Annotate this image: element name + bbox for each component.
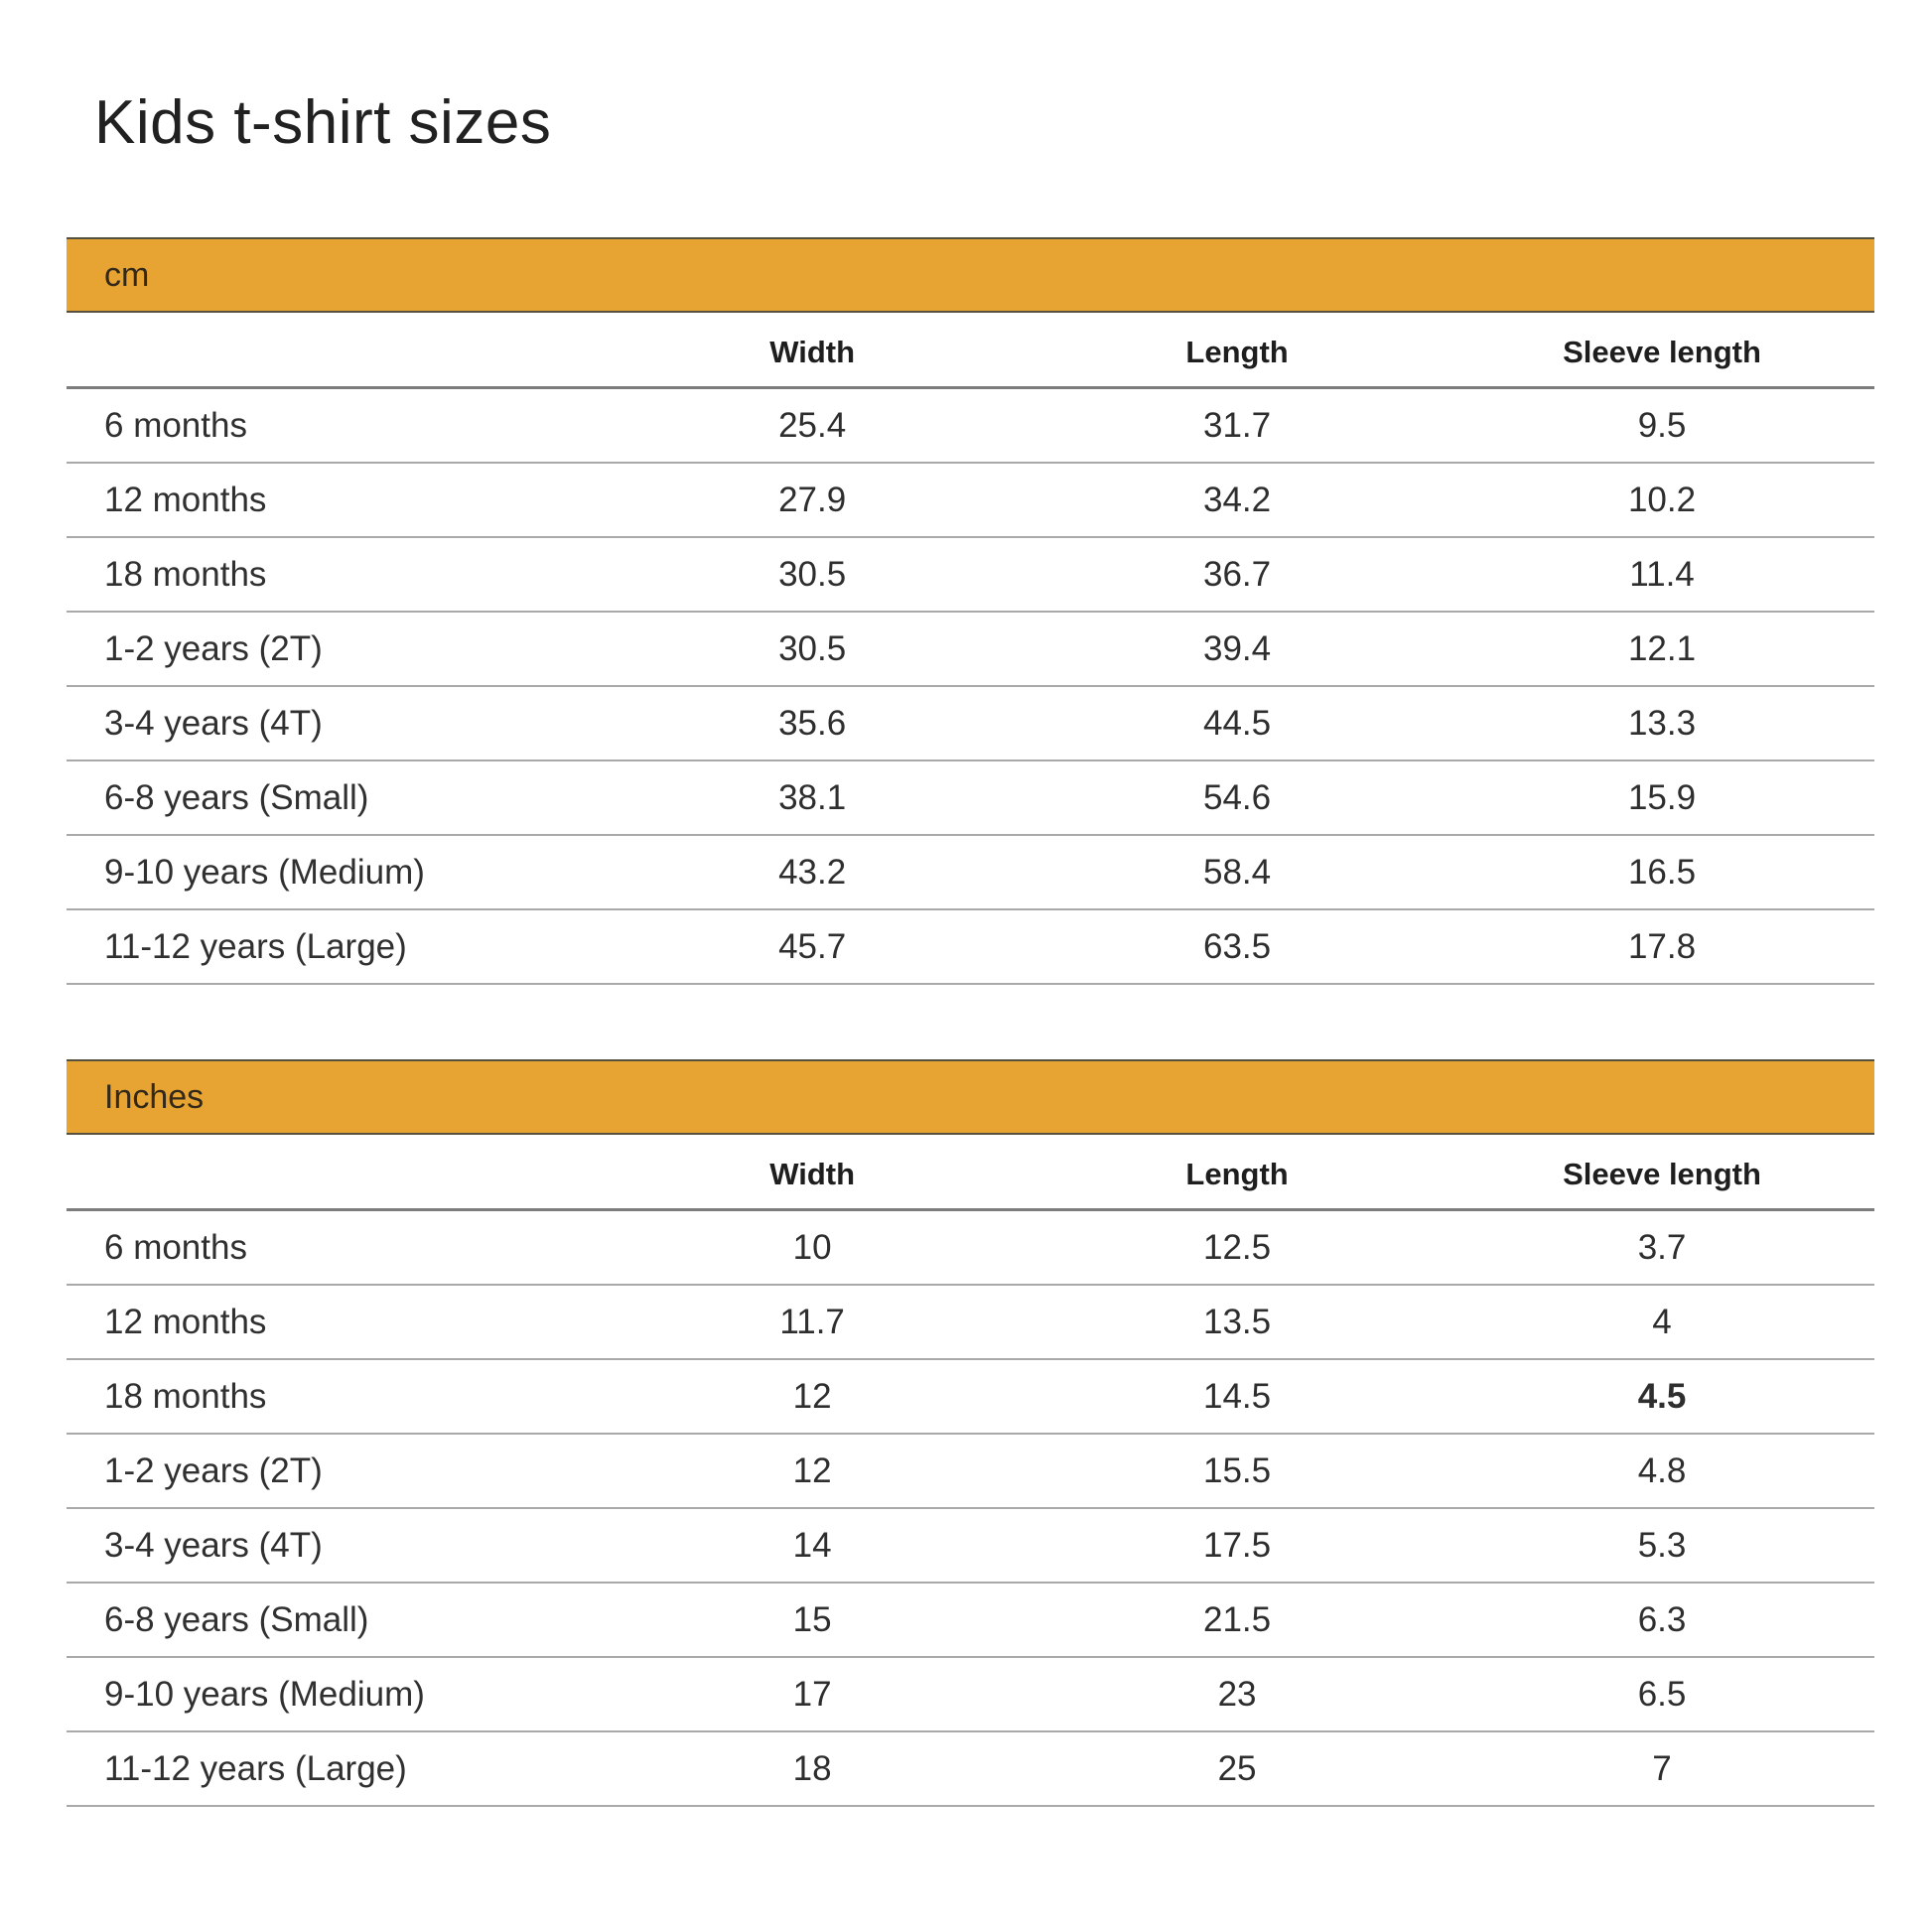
cm-table bbox=[67, 313, 1874, 985]
inches-column-header-sleeve-length: Sleeve length bbox=[1449, 1135, 1874, 1210]
row-label: 18 months bbox=[67, 1359, 600, 1434]
row-label: 6-8 years (Small) bbox=[67, 760, 600, 835]
cell-value: 17.5 bbox=[1025, 1508, 1449, 1583]
cell-value: 18 bbox=[600, 1731, 1025, 1806]
cm-table-banner-label: cm bbox=[104, 255, 150, 294]
cell-value: 13.5 bbox=[1025, 1285, 1449, 1359]
table-row bbox=[67, 537, 1874, 612]
cell-value: 45.7 bbox=[600, 909, 1025, 984]
inches-column-header-length: Length bbox=[1025, 1135, 1449, 1210]
cell-value: 35.6 bbox=[600, 686, 1025, 760]
table-row bbox=[67, 909, 1874, 984]
cell-value: 4 bbox=[1449, 1285, 1874, 1359]
inches-table-banner-label: Inches bbox=[104, 1077, 205, 1116]
table-row bbox=[67, 1359, 1874, 1434]
cell-value: 5.3 bbox=[1449, 1508, 1874, 1583]
inches-table-banner bbox=[67, 1059, 1874, 1135]
cell-value: 6.3 bbox=[1449, 1583, 1874, 1657]
cell-value: 13.3 bbox=[1449, 686, 1874, 760]
cell-value: 30.5 bbox=[600, 612, 1025, 686]
cell-value: 10 bbox=[600, 1210, 1025, 1286]
table-row bbox=[67, 1731, 1874, 1806]
cell-value: 25.4 bbox=[600, 388, 1025, 464]
table-row bbox=[67, 1434, 1874, 1508]
cell-value: 17.8 bbox=[1449, 909, 1874, 984]
row-label: 1-2 years (2T) bbox=[67, 612, 600, 686]
row-label: 9-10 years (Medium) bbox=[67, 1657, 600, 1731]
cell-value: 38.1 bbox=[600, 760, 1025, 835]
cell-value: 14 bbox=[600, 1508, 1025, 1583]
row-label: 11-12 years (Large) bbox=[67, 909, 600, 984]
inches-table bbox=[67, 1135, 1874, 1807]
cell-value: 23 bbox=[1025, 1657, 1449, 1731]
cell-value: 15 bbox=[600, 1583, 1025, 1657]
row-label: 6 months bbox=[67, 1210, 600, 1286]
cell-value: 4.5 bbox=[1449, 1359, 1874, 1434]
cell-value: 58.4 bbox=[1025, 835, 1449, 909]
cm-corner-cell bbox=[67, 313, 600, 388]
table-row bbox=[67, 686, 1874, 760]
cell-value: 31.7 bbox=[1025, 388, 1449, 464]
row-label: 6-8 years (Small) bbox=[67, 1583, 600, 1657]
cell-value: 9.5 bbox=[1449, 388, 1874, 464]
cell-value: 12.1 bbox=[1449, 612, 1874, 686]
row-label: 12 months bbox=[67, 463, 600, 537]
page-title: Kids t-shirt sizes bbox=[94, 88, 552, 157]
row-label: 12 months bbox=[67, 1285, 600, 1359]
table-row bbox=[67, 612, 1874, 686]
row-label: 6 months bbox=[67, 388, 600, 464]
cell-value: 17 bbox=[600, 1657, 1025, 1731]
row-label: 3-4 years (4T) bbox=[67, 686, 600, 760]
table-row bbox=[67, 835, 1874, 909]
cell-value: 3.7 bbox=[1449, 1210, 1874, 1286]
cell-value: 27.9 bbox=[600, 463, 1025, 537]
cell-value: 14.5 bbox=[1025, 1359, 1449, 1434]
cell-value: 12.5 bbox=[1025, 1210, 1449, 1286]
cell-value: 39.4 bbox=[1025, 612, 1449, 686]
cell-value: 36.7 bbox=[1025, 537, 1449, 612]
cell-value: 63.5 bbox=[1025, 909, 1449, 984]
inches-column-header-width: Width bbox=[600, 1135, 1025, 1210]
row-label: 9-10 years (Medium) bbox=[67, 835, 600, 909]
cell-value: 44.5 bbox=[1025, 686, 1449, 760]
cell-value: 10.2 bbox=[1449, 463, 1874, 537]
table-row bbox=[67, 760, 1874, 835]
cell-value: 4.8 bbox=[1449, 1434, 1874, 1508]
cell-value: 30.5 bbox=[600, 537, 1025, 612]
inches-header-row bbox=[67, 1135, 1874, 1210]
cm-column-header-width: Width bbox=[600, 313, 1025, 388]
cell-value: 6.5 bbox=[1449, 1657, 1874, 1731]
cell-value: 54.6 bbox=[1025, 760, 1449, 835]
cell-value: 43.2 bbox=[600, 835, 1025, 909]
table-row bbox=[67, 1210, 1874, 1286]
cell-value: 21.5 bbox=[1025, 1583, 1449, 1657]
table-row bbox=[67, 1508, 1874, 1583]
table-row bbox=[67, 463, 1874, 537]
row-label: 18 months bbox=[67, 537, 600, 612]
cell-value: 7 bbox=[1449, 1731, 1874, 1806]
cell-value: 34.2 bbox=[1025, 463, 1449, 537]
row-label: 1-2 years (2T) bbox=[67, 1434, 600, 1508]
table-row bbox=[67, 388, 1874, 464]
cell-value: 11.7 bbox=[600, 1285, 1025, 1359]
cell-value: 25 bbox=[1025, 1731, 1449, 1806]
table-row bbox=[67, 1657, 1874, 1731]
cell-value: 12 bbox=[600, 1359, 1025, 1434]
table-row bbox=[67, 1583, 1874, 1657]
cell-value: 12 bbox=[600, 1434, 1025, 1508]
table-row bbox=[67, 1285, 1874, 1359]
cm-table-section bbox=[67, 237, 1874, 985]
cell-value: 15.9 bbox=[1449, 760, 1874, 835]
cell-value: 11.4 bbox=[1449, 537, 1874, 612]
row-label: 11-12 years (Large) bbox=[67, 1731, 600, 1806]
cell-value: 15.5 bbox=[1025, 1434, 1449, 1508]
row-label: 3-4 years (4T) bbox=[67, 1508, 600, 1583]
cm-table-banner bbox=[67, 237, 1874, 313]
inches-corner-cell bbox=[67, 1135, 600, 1210]
cell-value: 16.5 bbox=[1449, 835, 1874, 909]
cm-column-header-length: Length bbox=[1025, 313, 1449, 388]
inches-table-section bbox=[67, 1059, 1874, 1807]
cm-header-row bbox=[67, 313, 1874, 388]
cm-column-header-sleeve-length: Sleeve length bbox=[1449, 313, 1874, 388]
